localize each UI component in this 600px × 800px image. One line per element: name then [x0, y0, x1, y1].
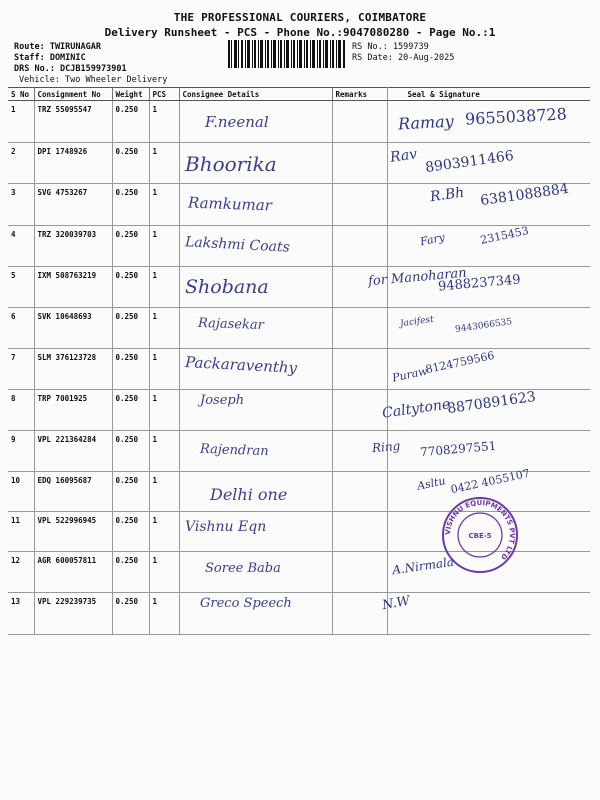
row-weight: 0.250 — [112, 593, 149, 635]
row-consignment-no: VPL 221364284 — [34, 431, 112, 472]
rs-date: RS Date: 20-Aug-2025 — [352, 53, 455, 63]
row-remarks-cell — [332, 512, 387, 552]
row-pcs: 1 — [149, 308, 179, 349]
handwritten-signature: Asltu — [415, 474, 447, 493]
row-weight: 0.250 — [112, 308, 149, 349]
row-weight: 0.250 — [112, 552, 149, 593]
row-weight: 0.250 — [112, 101, 149, 143]
row-pcs: 1 — [149, 593, 179, 635]
row-remarks-cell — [332, 593, 387, 635]
row-weight: 0.250 — [112, 431, 149, 472]
handwritten-consignee-name: Delhi one — [210, 485, 288, 504]
row-pcs: 1 — [149, 349, 179, 390]
handwritten-consignee-name: Soree Baba — [205, 561, 281, 576]
row-weight: 0.250 — [112, 512, 149, 552]
row-weight: 0.250 — [112, 267, 149, 308]
col-consignment: Consignment No — [34, 88, 112, 101]
handwritten-consignee-name: Joseph — [200, 393, 245, 408]
row-weight: 0.250 — [112, 226, 149, 267]
row-sno: 5 — [8, 267, 34, 308]
row-sno: 10 — [8, 472, 34, 512]
handwritten-phone-number: 8903911466 — [424, 147, 515, 177]
handwritten-consignee-name: Rajasekar — [197, 315, 265, 334]
row-weight: 0.250 — [112, 143, 149, 184]
handwritten-signature: Rav — [389, 146, 419, 166]
row-remarks-cell — [332, 390, 387, 431]
handwritten-signature: Caltytone — [381, 396, 452, 422]
col-weight: Weight — [112, 88, 149, 101]
row-sno: 12 — [8, 552, 34, 593]
barcode-icon — [228, 40, 345, 68]
row-remarks-cell — [332, 349, 387, 390]
handwritten-signature: for Manoharan — [367, 265, 468, 290]
handwritten-signature: A.Nirmala — [391, 554, 455, 578]
row-remarks-cell — [332, 308, 387, 349]
route-label: Route: TWIRUNAGAR — [14, 42, 101, 52]
row-sno: 9 — [8, 431, 34, 472]
handwritten-signature: N.W — [380, 593, 412, 614]
row-sno: 7 — [8, 349, 34, 390]
handwritten-consignee-name: Rajendran — [199, 441, 269, 460]
rs-number: RS No.: 1599739 — [352, 42, 429, 52]
row-remarks-cell — [332, 101, 387, 143]
row-pcs: 1 — [149, 184, 179, 226]
row-signature-cell — [387, 593, 590, 635]
row-pcs: 1 — [149, 226, 179, 267]
row-consignment-no: TRZ 55095547 — [34, 101, 112, 143]
col-consignee: Consignee Details — [179, 88, 332, 101]
col-sno: S No — [8, 88, 34, 101]
row-sno: 13 — [8, 593, 34, 635]
handwritten-consignee-name: Bhoorika — [185, 152, 277, 176]
row-weight: 0.250 — [112, 349, 149, 390]
row-pcs: 1 — [149, 267, 179, 308]
row-sno: 4 — [8, 226, 34, 267]
row-weight: 0.250 — [112, 390, 149, 431]
row-remarks-cell — [332, 226, 387, 267]
handwritten-signature: Jacifest — [399, 314, 435, 330]
handwritten-phone-number: 9443066535 — [454, 317, 513, 335]
table-row — [8, 431, 590, 472]
row-sno: 2 — [8, 143, 34, 184]
row-consignment-no: SVG 4753267 — [34, 184, 112, 226]
row-pcs: 1 — [149, 143, 179, 184]
col-seal-signature: Seal & Signature — [387, 88, 590, 101]
row-consignment-no: SLM 376123728 — [34, 349, 112, 390]
row-pcs: 1 — [149, 390, 179, 431]
row-consignment-no: VPL 229239735 — [34, 593, 112, 635]
row-sno: 8 — [8, 390, 34, 431]
handwritten-phone-number: 2315453 — [479, 224, 530, 247]
table-row — [8, 593, 590, 635]
handwritten-signature: Ring — [371, 438, 401, 456]
handwritten-phone-number: 8124759566 — [424, 348, 496, 377]
row-weight: 0.250 — [112, 184, 149, 226]
col-remarks: Remarks — [332, 88, 387, 101]
handwritten-consignee-name: F.neenal — [205, 113, 269, 131]
row-consignment-no: VPL 522996945 — [34, 512, 112, 552]
row-remarks-cell — [332, 143, 387, 184]
handwritten-signature: R.Bh — [429, 184, 466, 206]
stamp-ring-text: VISHNU EQUIPMENTS PVT LTD — [443, 498, 517, 562]
row-pcs: 1 — [149, 512, 179, 552]
row-remarks-cell — [332, 184, 387, 226]
handwritten-consignee-name: Shobana — [185, 276, 269, 298]
row-consignment-no: AGR 600057811 — [34, 552, 112, 593]
handwritten-phone-number: 9488237349 — [437, 272, 522, 295]
handwritten-signature: Fary — [418, 230, 447, 249]
drs-number: DRS No.: DCJB159973901 — [14, 64, 127, 74]
table-row — [8, 349, 590, 390]
handwritten-phone-number: 7708297551 — [419, 438, 497, 460]
row-consignment-no: EDQ 16095687 — [34, 472, 112, 512]
row-pcs: 1 — [149, 101, 179, 143]
table-header-row — [8, 88, 590, 101]
row-sno: 1 — [8, 101, 34, 143]
row-weight: 0.250 — [112, 472, 149, 512]
handwritten-consignee-name: Packaraventhy — [184, 353, 298, 377]
row-consignment-no: TRZ 320039703 — [34, 226, 112, 267]
handwritten-signature: Ramay — [397, 111, 455, 134]
handwritten-phone-number: 9655038728 — [464, 104, 568, 129]
handwritten-signature: Puraw — [391, 364, 429, 385]
row-consignment-no: TRP 7001925 — [34, 390, 112, 431]
row-consignment-no: DPI 1748926 — [34, 143, 112, 184]
row-consignment-no: IXM 508763219 — [34, 267, 112, 308]
row-pcs: 1 — [149, 431, 179, 472]
staff-label: Staff: DOMINIC — [14, 53, 86, 63]
row-sno: 6 — [8, 308, 34, 349]
handwritten-consignee-name: Ramkumar — [187, 193, 273, 215]
vehicle-label: Vehicle: Two Wheeler Delivery — [19, 75, 168, 85]
handwritten-consignee-name: Vishnu Eqn — [185, 519, 267, 535]
stamp-center-text: CBE-5 — [468, 532, 492, 540]
company-title: THE PROFESSIONAL COURIERS, COIMBATORE — [173, 11, 427, 24]
handwritten-consignee-name: Greco Speech — [200, 596, 292, 611]
runsheet-subtitle: Delivery Runsheet - PCS - Phone No.:9047080280 - Page No.:1 — [104, 26, 496, 39]
row-pcs: 1 — [149, 472, 179, 512]
handwritten-phone-number: 8870891623 — [446, 388, 537, 418]
handwritten-consignee-name: Lakshmi Coats — [184, 234, 291, 256]
row-consignment-no: SVK 10648693 — [34, 308, 112, 349]
handwritten-phone-number: 6381088884 — [479, 180, 570, 210]
row-remarks-cell — [332, 552, 387, 593]
col-pcs: PCS — [149, 88, 179, 101]
row-remarks-cell — [332, 472, 387, 512]
row-sno: 3 — [8, 184, 34, 226]
handwritten-phone-number: 0422 4055107 — [449, 466, 531, 497]
row-pcs: 1 — [149, 552, 179, 593]
row-sno: 11 — [8, 512, 34, 552]
